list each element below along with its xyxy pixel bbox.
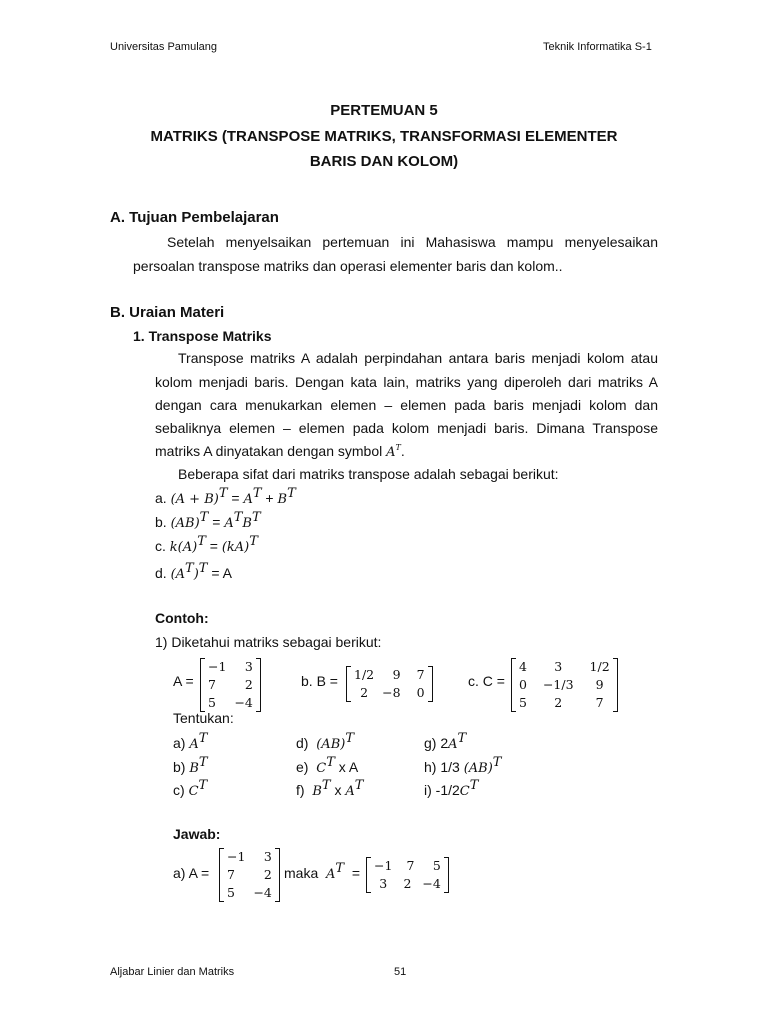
matrix-a: −1 3 7 2 5 −4 bbox=[200, 658, 261, 712]
transpose-para-line1: Transpose matriks A adalah perpindahan antara baris menjadi kolom atau bbox=[178, 350, 658, 366]
transpose-para-line4: sebaliknya elemen – elemen pada kolom menjadi baris. Dimana Transpose bbox=[155, 420, 658, 436]
property-a: a. $(A + B)^T = A^T + B^T$ bbox=[155, 486, 296, 507]
matrix-c-label: c. C = bbox=[468, 673, 505, 689]
answer-matrix-a: −1 3 7 2 5 −4 bbox=[219, 848, 280, 902]
page-title-topic: MATRIKS (TRANSPOSE MATRIKS, TRANSFORMASI ELEMENTER bbox=[150, 128, 618, 145]
answer-a-result: maka $A^T$ = bbox=[284, 861, 361, 882]
page-title-meeting: PERTEMUAN 5 bbox=[330, 102, 438, 119]
tasks-heading: Tentukan: bbox=[173, 710, 234, 726]
matrix-a-label: A = bbox=[173, 673, 194, 689]
task-f: f) $B^T$ x $A^T$ bbox=[296, 778, 364, 799]
transpose-para-text: matriks A dinyatakan dengan symbol bbox=[155, 443, 383, 459]
header-program: Teknik Informatika S-1 bbox=[543, 41, 652, 53]
property-b: b. $(AB)^T = A^TB^T$ bbox=[155, 510, 261, 531]
answer-heading: Jawab: bbox=[173, 826, 221, 842]
task-e: e) $C^T$ x A bbox=[296, 755, 359, 776]
task-g: g) $2A^T$ bbox=[424, 731, 467, 752]
task-b: b) $B^T$ bbox=[173, 755, 208, 776]
section-a-line2: persoalan transpose matriks dan operasi elementer baris dan kolom.. bbox=[133, 258, 563, 274]
task-h: h) 1/3 (AB)$^T$ bbox=[424, 755, 502, 776]
matrix-b: 1/2 9 7 2 −8 0 bbox=[346, 666, 433, 702]
transpose-para-line2: kolom menjadi baris. Dengan kata lain, matriks yang diperoleh dari matriks A bbox=[155, 374, 658, 390]
task-i: i) $-1/2C^T$ bbox=[424, 778, 479, 799]
transpose-symbol: $A^T$ bbox=[386, 443, 401, 460]
section-b-heading: B. Uraian Materi bbox=[110, 304, 225, 321]
transpose-para-line5: matriks A dinyatakan dengan symbol $A^T$. bbox=[155, 443, 405, 460]
task-d: d) (AB)$^T$ bbox=[296, 731, 354, 752]
property-c: c. $k(A)^T = (kA)^T$ bbox=[155, 534, 258, 555]
example-heading: Contoh: bbox=[155, 610, 209, 626]
matrix-b-label: b. B = bbox=[301, 673, 338, 689]
section-a-line1: Setelah menyelsaikan pertemuan ini Mahasiswa mampu menyelesaikan bbox=[167, 234, 658, 250]
footer-page-number: 51 bbox=[394, 966, 407, 978]
answer-matrix-at: −1 7 5 3 2 −4 bbox=[366, 857, 449, 893]
task-a: a) $A^T$ bbox=[173, 731, 208, 752]
footer-course: Aljabar Linier dan Matriks bbox=[110, 966, 235, 978]
subsection-transpose-heading: 1. Transpose Matriks bbox=[133, 328, 272, 344]
task-c: c) $C^T$ bbox=[173, 778, 208, 799]
section-a-heading: A. Tujuan Pembelajaran bbox=[110, 209, 279, 226]
matrix-c: 4 3 1/2 0 −1/3 9 5 2 7 bbox=[511, 658, 618, 712]
page-title-topic-cont: BARIS DAN KOLOM) bbox=[309, 153, 459, 170]
example-item-1: 1) Diketahui matriks sebagai berikut: bbox=[155, 634, 382, 650]
properties-intro: Beberapa sifat dari matriks transpose adalah sebagai berikut: bbox=[178, 466, 559, 482]
property-d: d. $(A^T)^T = A$ bbox=[155, 561, 232, 582]
header-university: Universitas Pamulang bbox=[110, 41, 217, 53]
transpose-para-line3: dengan cara menukarkan elemen – elemen pada baris menjadi kolom dan bbox=[155, 397, 658, 413]
answer-a-label: a) A = bbox=[173, 865, 210, 881]
